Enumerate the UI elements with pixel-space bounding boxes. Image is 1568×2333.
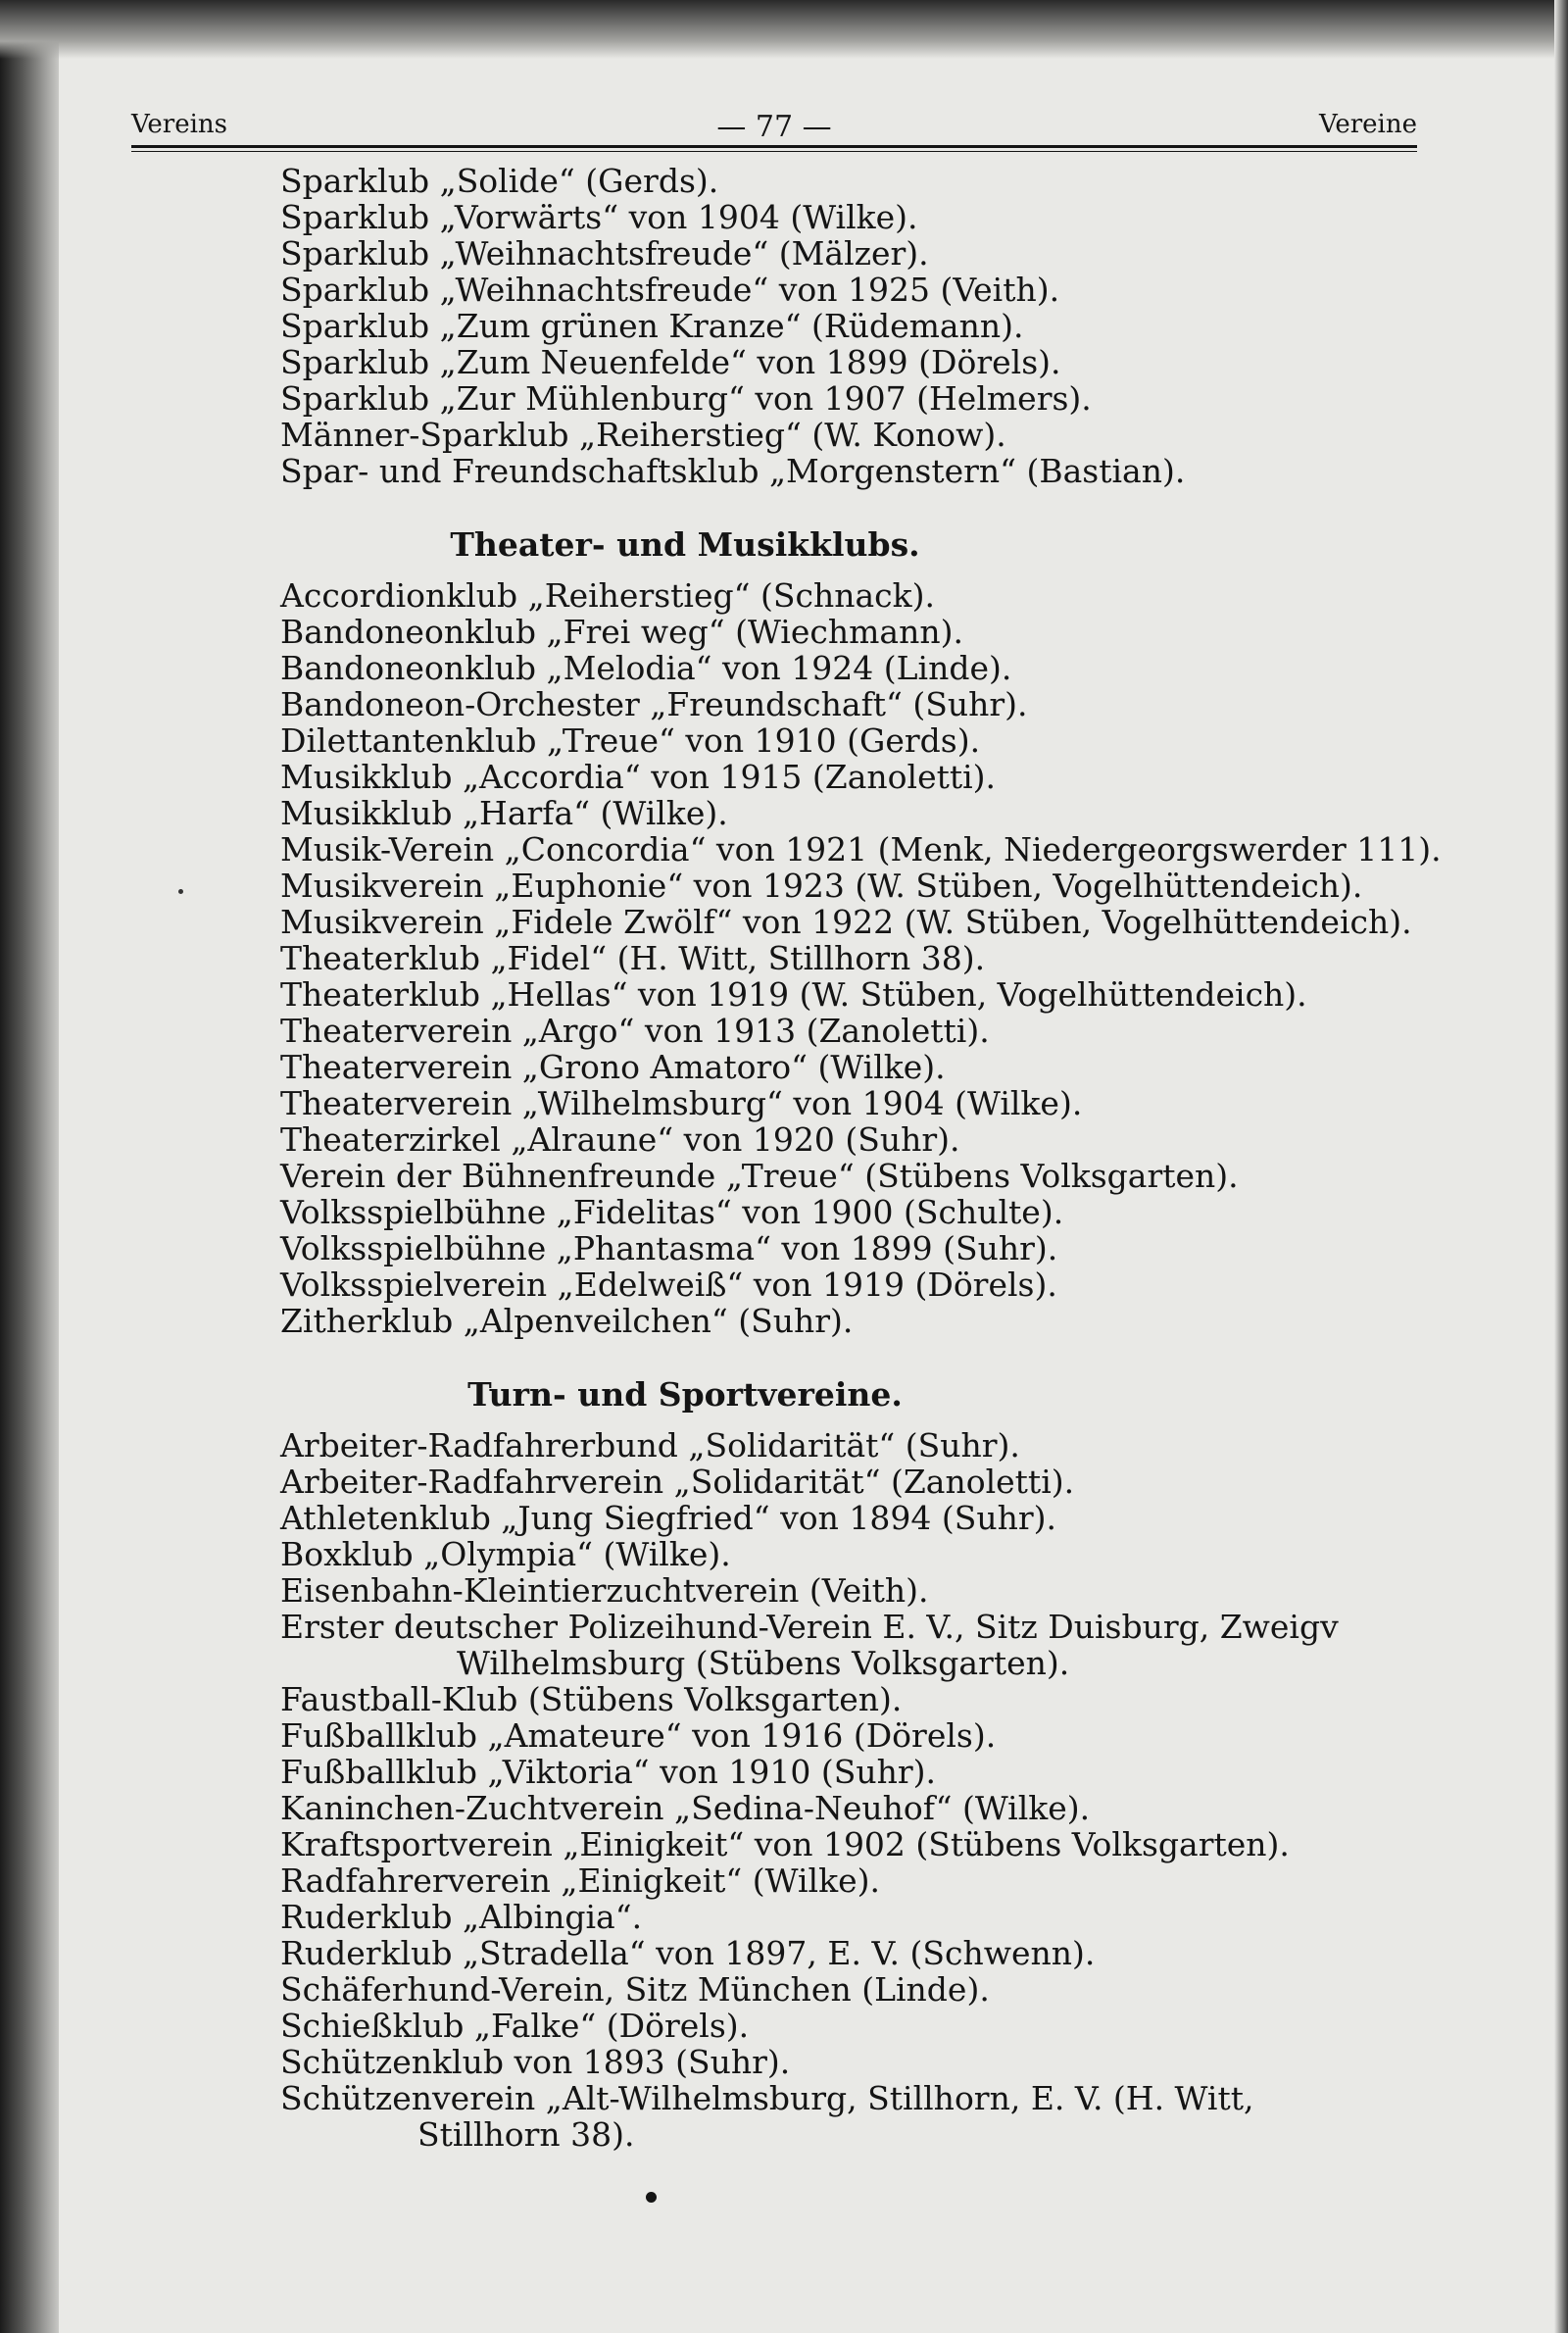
header-rule-thin: [131, 151, 1417, 152]
list-item: Schützenklub von 1893 (Suhr).: [280, 2043, 791, 2081]
scan-shadow-left: [0, 0, 59, 2333]
list-item: Kaninchen-Zuchtverein „Sedina-Neuhof“ (Wilke).: [280, 1789, 1091, 1827]
page-number: — 77 —: [716, 110, 832, 144]
list-item-continuation: Stillhorn 38).: [417, 2115, 635, 2154]
list-item: Dilettantenklub „Treue“ von 1910 (Gerds).: [280, 721, 981, 760]
list-item-continuation: Wilhelmsburg (Stübens Volksgarten).: [457, 1644, 1070, 1682]
list-item: Zitherklub „Alpenveilchen“ (Suhr).: [280, 1302, 854, 1340]
list-item: Sparklub „Zum grünen Kranze“ (Rüdemann).: [280, 307, 1024, 345]
list-item: Musikverein „Fidele Zwölf“ von 1922 (W. Stüben, Vogelhüttendeich).: [280, 903, 1412, 941]
header-right: Vereine: [1318, 110, 1417, 139]
list-item: Musikklub „Harfa“ (Wilke).: [280, 794, 728, 832]
list-item: Musik-Verein „Concordia“ von 1921 (Menk, Niedergeorgswerder 111).: [280, 830, 1442, 869]
ink-dot: [646, 2192, 657, 2203]
list-item: Kraftsportverein „Einigkeit“ von 1902 (Stübens Volksgarten).: [280, 1825, 1290, 1863]
list-item: Bandoneon-Orchester „Freundschaft“ (Suhr).: [280, 685, 1028, 723]
scan-shadow-right: [1554, 0, 1568, 2333]
list-item: Musikklub „Accordia“ von 1915 (Zanoletti).: [280, 758, 997, 796]
list-item: Accordionklub „Reiherstieg“ (Schnack).: [280, 576, 935, 615]
section-heading-theater: [280, 513, 1090, 577]
section-turn-sport: [280, 1427, 1437, 2153]
list-item: Ruderklub „Albingia“.: [280, 1898, 643, 1936]
list-item: Boxklub „Olympia“ (Wilke).: [280, 1535, 731, 1573]
list-item: Volksspielbühne „Phantasma“ von 1899 (Suhr).: [280, 1229, 1058, 1267]
list-item: Ruderklub „Stradella“ von 1897, E. V. (Schwenn).: [280, 1934, 1096, 1972]
list-item: Sparklub „Solide“ (Gerds).: [280, 162, 719, 200]
list-item: Bandoneonklub „Melodia“ von 1924 (Linde).: [280, 649, 1012, 687]
ink-speck: [178, 889, 183, 894]
list-item: Schützenverein „Alt-Wilhelmsburg, Stillhorn, E. V. (H. Witt,: [280, 2079, 1254, 2117]
list-item: Fußballklub „Viktoria“ von 1910 (Suhr).: [280, 1753, 936, 1791]
list-item: Verein der Bühnenfreunde „Treue“ (Stübens Volksgarten).: [280, 1157, 1239, 1195]
list-item: Volksspielverein „Edelweiß“ von 1919 (Dörels).: [280, 1266, 1057, 1304]
list-item: Bandoneonklub „Frei weg“ (Wiechmann).: [280, 613, 963, 651]
list-item: Erster deutscher Polizeihund-Verein E. V., Sitz Duisburg, Zweigv: [280, 1608, 1339, 1646]
list-item: Sparklub „Weihnachtsfreude“ (Mälzer).: [280, 234, 929, 273]
list-item: Volksspielbühne „Fidelitas“ von 1900 (Schulte).: [280, 1193, 1064, 1231]
list-item: Radfahrerverein „Einigkeit“ (Wilke).: [280, 1861, 880, 1900]
list-item: Theaterklub „Hellas“ von 1919 (W. Stüben, Vogelhüttendeich).: [280, 975, 1307, 1014]
header-rule: [131, 145, 1417, 148]
list-item: Männer-Sparklub „Reiherstieg“ (W. Konow).: [280, 416, 1006, 454]
listing-body: [280, 162, 1442, 2154]
list-item: Athletenklub „Jung Siegfried“ von 1894 (Suhr).: [280, 1499, 1056, 1537]
list-item: Schäferhund-Verein, Sitz München (Linde).: [280, 1970, 990, 2009]
section-theater-musik: [280, 576, 1442, 1340]
list-item: Theaterverein „Grono Amatoro“ (Wilke).: [280, 1048, 946, 1086]
list-item: Theaterzirkel „Alraune“ von 1920 (Suhr).: [280, 1120, 960, 1159]
header-left: Vereins: [131, 110, 227, 139]
list-item: Faustball-Klub (Stübens Volksgarten).: [280, 1680, 903, 1718]
list-item: Eisenbahn-Kleintierzuchtverein (Veith).: [280, 1571, 929, 1610]
list-item: Theaterklub „Fidel“ (H. Witt, Stillhorn 38).: [280, 939, 986, 977]
list-item: Spar- und Freundschaftsklub „Morgenstern“ (Bastian).: [280, 452, 1186, 490]
section-title: Theater- und Musikklubs.: [450, 525, 920, 564]
section-title: Turn- und Sportvereine.: [467, 1375, 903, 1414]
list-item: Sparklub „Vorwärts“ von 1904 (Wilke).: [280, 198, 918, 236]
section-sparklubs: [280, 163, 1437, 489]
list-item: Arbeiter-Radfahrverein „Solidarität“ (Zanoletti).: [280, 1463, 1075, 1501]
list-item: Sparklub „Zur Mühlenburg“ von 1907 (Helmers).: [280, 379, 1092, 418]
list-item: Theaterverein „Wilhelmsburg“ von 1904 (Wilke).: [280, 1084, 1083, 1122]
list-item: Schießklub „Falke“ (Dörels).: [280, 2007, 750, 2045]
list-item: Theaterverein „Argo“ von 1913 (Zanoletti).: [280, 1012, 990, 1050]
list-item: Musikverein „Euphonie“ von 1923 (W. Stüben, Vogelhüttendeich).: [280, 867, 1363, 905]
list-item: Sparklub „Weihnachtsfreude“ von 1925 (Veith).: [280, 271, 1060, 309]
list-item: Arbeiter-Radfahrerbund „Solidarität“ (Suhr).: [280, 1426, 1020, 1464]
scan-shadow-top: [0, 0, 1568, 59]
section-heading-sport: [280, 1363, 1090, 1427]
list-item: Sparklub „Zum Neuenfelde“ von 1899 (Dörels).: [280, 343, 1061, 381]
list-item: Fußballklub „Amateure“ von 1916 (Dörels).: [280, 1716, 997, 1755]
running-header: [131, 110, 1417, 145]
